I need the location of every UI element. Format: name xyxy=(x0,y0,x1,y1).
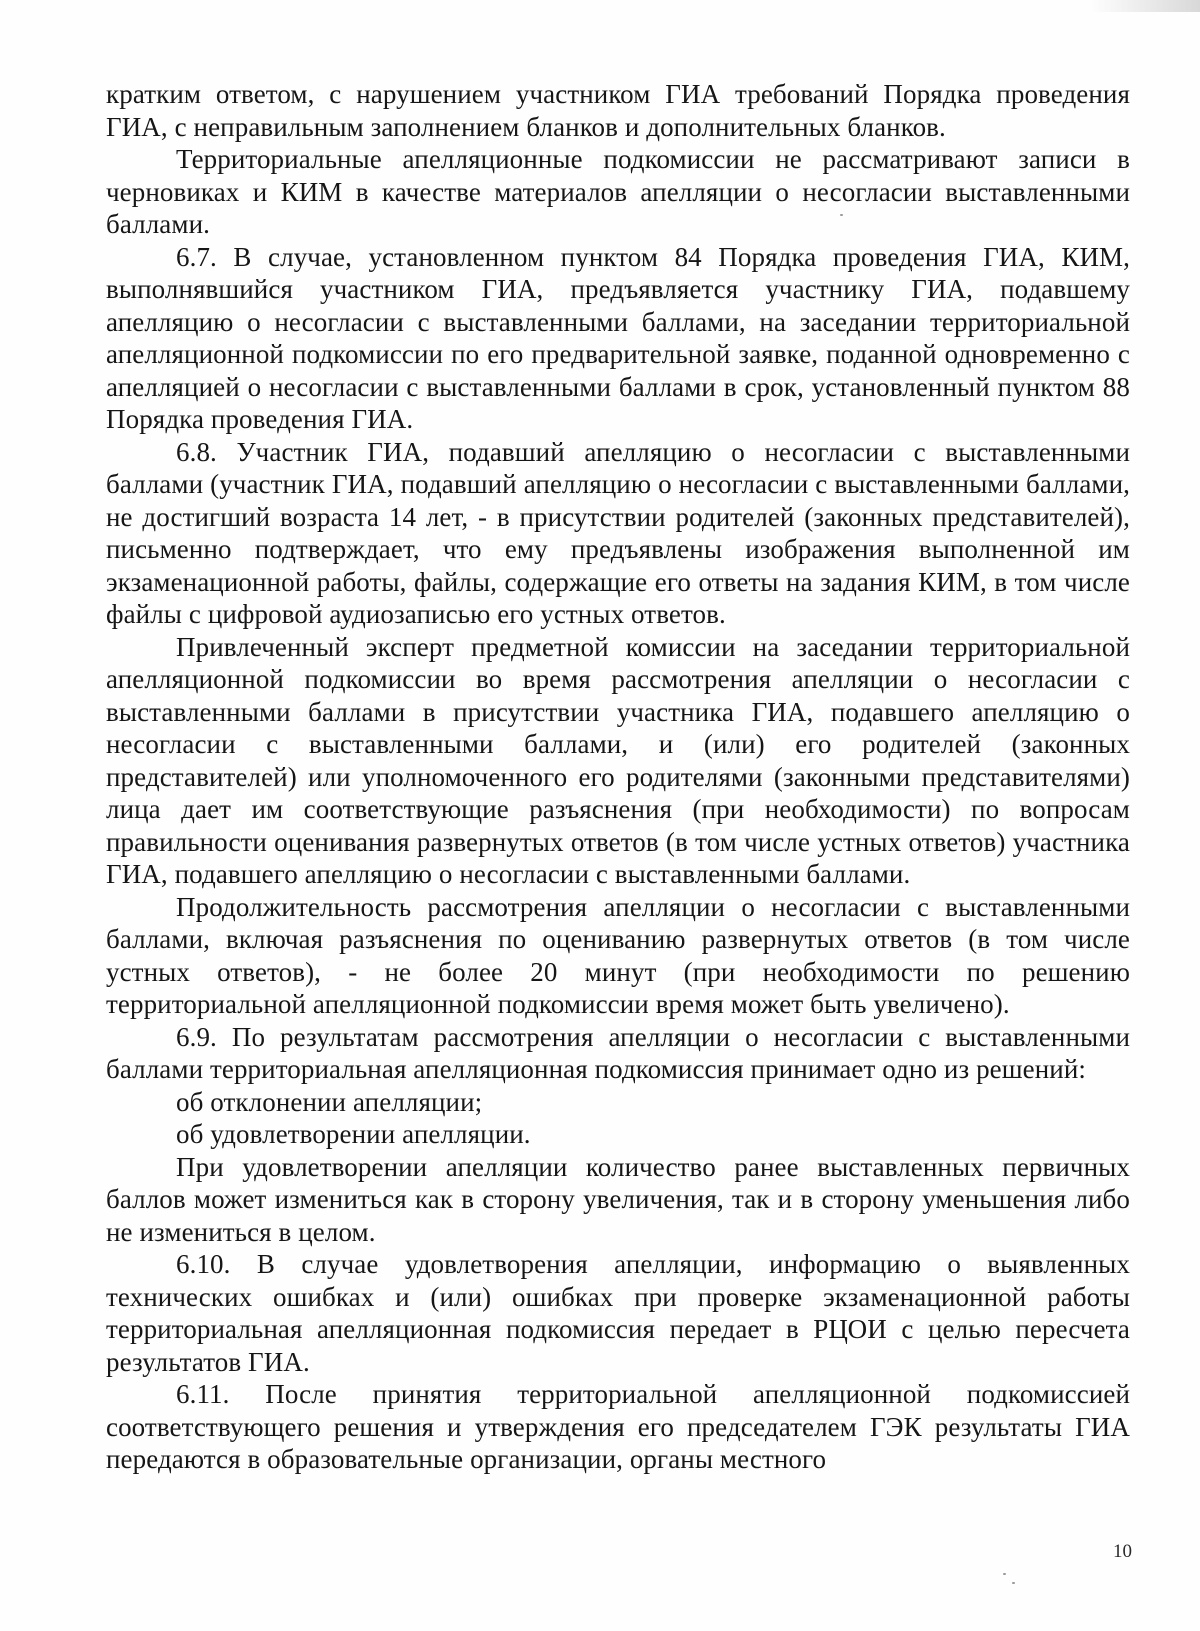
paragraph-continuation: кратким ответом, с нарушением участником ГИА требований Порядка проведения ГИА, с неправильным заполнением бланков и дополнительных бланков. xyxy=(106,79,1130,142)
scan-speck xyxy=(1003,1573,1006,1575)
paragraph-6-8: 6.8. Участник ГИА, подавший апелляцию о несогласии с выставленными баллами (участник ГИА, подавший апелляцию о несогласии с выставленными баллами, не достигший возраста 14 лет, - в присутствии родителей (законных представителей), письменно подтверждает, что ему предъявлены изображения выполненной им экзаменационной работы, файлы, содержащие его ответы на задания КИМ, в том числе файлы с цифровой аудиозаписью его устных ответов. xyxy=(106,436,1130,629)
scan-speck xyxy=(1012,1582,1015,1584)
paragraph-score-change: При удовлетворении апелляции количество ранее выставленных первичных баллов может измениться как в сторону увеличения, так и в сторону уменьшения либо не измениться в целом. xyxy=(106,1151,1130,1247)
list-item-satisfy: об удовлетворении апелляции. xyxy=(176,1119,531,1149)
scan-edge-shadow xyxy=(1090,0,1200,12)
document-body xyxy=(106,78,1130,1476)
paragraph-expert: Привлеченный эксперт предметной комиссии на заседании территориальной апелляционной подкомиссии во время рассмотрения апелляции о несогласии с выставленными баллами в присутствии участника ГИА, подавшего апелляцию о несогласии с выставленными баллами, и (или) его родителей (законных представителей) или уполномоченного его родителями (законными представителями) лица дает им соответствующие разъяснения (при необходимости) по вопросам правильности оценивания развернутых ответов (в том числе устных ответов) участника ГИА, подавшего апелляцию о несогласии с выставленными баллами. xyxy=(106,631,1130,889)
list-item-reject: об отклонении апелляции; xyxy=(176,1086,483,1117)
paragraph-drafts-note: Территориальные апелляционные подкомиссии не рассматривают записи в черновиках и КИМ в качестве материалов апелляции о несогласии выставленными баллами. xyxy=(106,144,1130,239)
paragraph-6-9: 6.9. По результатам рассмотрения апелляции о несогласии с выставленными баллами территориальная апелляционная подкомиссия принимает одно из решений: xyxy=(106,1021,1130,1084)
page-number: 10 xyxy=(1113,1541,1132,1562)
paragraph-duration: Продолжительность рассмотрения апелляции о несогласии с выставленными баллами, включая разъяснения по оцениванию развернутых ответов (в том числе устных ответов), - не более 20 минут (при необходимости по решению территориальной апелляционной подкомиссии время может быть увеличено). xyxy=(106,891,1130,1019)
paragraph-6-7: 6.7. В случае, установленном пунктом 84 Порядка проведения ГИА, КИМ, выполнявшийся участником ГИА, предъявляется участнику ГИА, подавшему апелляцию о несогласии с выставленными баллами, на заседании территориальной апелляционной подкомиссии по его предварительной заявке, поданной одновременно с апелляцией о несогласии с выставленными баллами в срок, установленный пунктом 88 Порядка проведения ГИА. xyxy=(106,241,1130,434)
paragraph-6-10: 6.10. В случае удовлетворения апелляции, информацию о выявленных технических ошибках и (или) ошибках при проверке экзаменационной работы территориальная апелляционная подкомиссия передает в РЦОИ с целью пересчета результатов ГИА. xyxy=(106,1249,1130,1377)
paragraph-6-11: 6.11. После принятия территориальной апелляционной подкомиссией соответствующего решения и утверждения его председателем ГЭК результаты ГИА передаются в образовательные организации, органы местного xyxy=(106,1379,1130,1474)
